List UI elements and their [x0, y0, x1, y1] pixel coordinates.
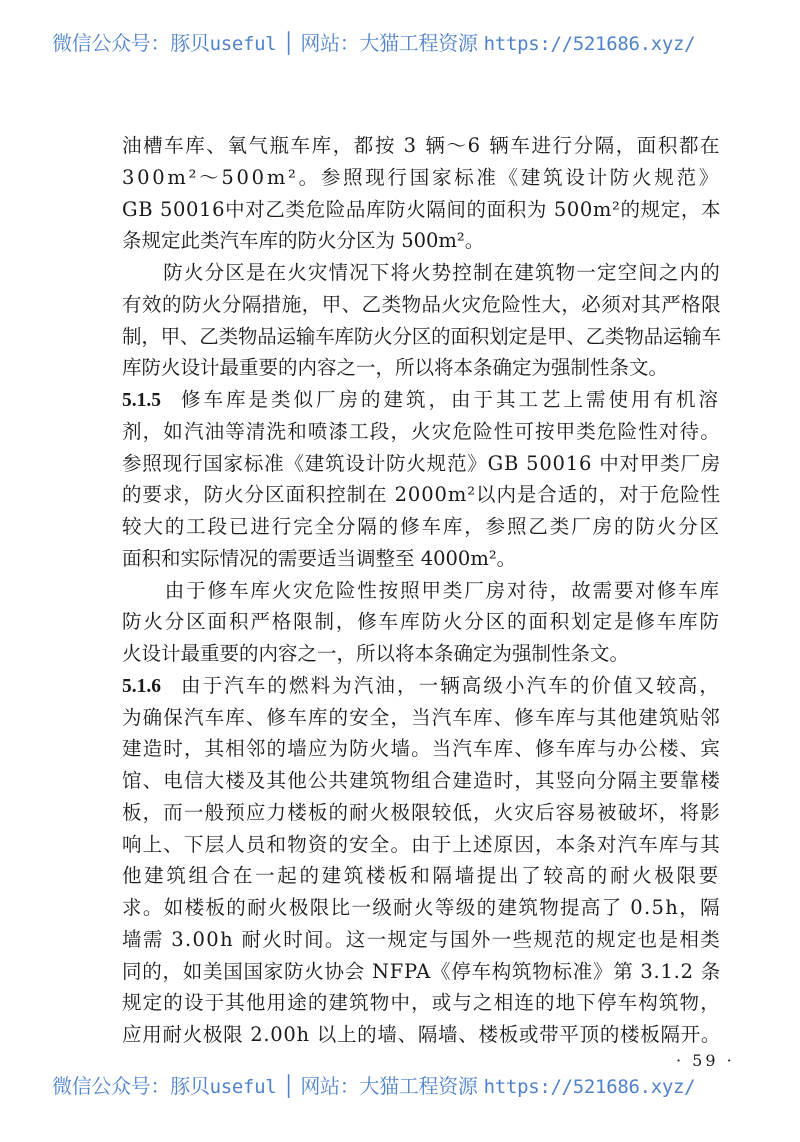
line-text: 响上、下层人员和物资的安全。由于上述原因，本条对汽车库与其 — [122, 832, 721, 856]
line-text: 墙需 3.00h 耐火时间。这一规定与国外一些规范的规定也是相类 — [122, 927, 722, 951]
text-line — [122, 892, 721, 924]
text-line — [122, 638, 721, 670]
watermark-site: 网站：大猫工程资源 — [300, 1074, 484, 1098]
line-text: 由于修车库火灾危险性按照甲类厂房对待，故需要对修车库 — [122, 578, 721, 602]
section-number: 5.1.5 — [122, 390, 161, 411]
watermark-separator: │ — [276, 1074, 301, 1098]
watermark-url: https://521686.xyz/ — [483, 33, 696, 55]
text-line — [122, 606, 721, 638]
section-number: 5.1.6 — [122, 675, 161, 697]
line-text: 防火分区面积严格限制，修车库防火分区的面积划定是修车库防 — [122, 610, 721, 634]
line-text: 火设计最重要的内容之一，所以将本条确定为强制性条文。 — [122, 642, 630, 665]
text-line — [122, 575, 721, 607]
watermark-top — [52, 31, 752, 55]
watermark-site: 网站：大猫工程资源 — [300, 31, 484, 55]
text-line — [122, 130, 721, 162]
text-line — [122, 384, 721, 416]
page-number: · 59 · — [676, 1051, 735, 1070]
line-text: 由于汽车的燃料为汽油，一辆高级小汽车的价值又较高， — [181, 673, 722, 697]
text-line — [122, 987, 721, 1019]
text-line — [122, 956, 721, 988]
text-line — [122, 543, 721, 575]
watermark-account-suffix: useful — [209, 33, 277, 55]
text-line — [122, 511, 721, 543]
text-line — [122, 765, 721, 797]
line-text: 油槽车库、氧气瓶车库，都按 3 辆～6 辆车进行分隔，面积都在 — [122, 134, 722, 157]
line-text: 参照现行国家标准《建筑设计防火规范》GB 50016 中对甲类厂房 — [122, 451, 722, 475]
line-text: 面积和实际情况的需要适当调整至 4000m²。 — [122, 546, 517, 570]
watermark-separator: │ — [276, 31, 301, 55]
text-line — [122, 860, 721, 892]
line-text: 他建筑组合在一起的建筑楼板和隔墙提出了较高的耐火极限要 — [122, 864, 721, 888]
line-text: 条规定此类汽车库的防火分区为 500m²。 — [122, 229, 485, 253]
line-text: 300m²～500m²。参照现行国家标准《建筑设计防火规范》 — [122, 165, 721, 189]
text-line — [122, 162, 721, 194]
text-line — [122, 829, 721, 861]
document-body — [122, 130, 721, 1051]
text-line — [122, 1019, 721, 1051]
line-text: 的要求，防火分区面积控制在 2000m²以内是合适的，对于危险性 — [122, 483, 722, 507]
line-text: 剂，如汽油等清洗和喷漆工段，火灾危险性可按甲类危险性对待。 — [122, 419, 721, 443]
line-text: 较大的工段已进行完全分隔的修车库，参照乙类厂房的防火分区 — [122, 515, 721, 538]
watermark-account: 微信公众号：豚贝 — [52, 31, 210, 55]
text-line — [122, 924, 721, 956]
line-text: 板，而一般预应力楼板的耐火极限较低，火灾后容易被破坏，将影 — [122, 800, 721, 824]
text-line — [122, 797, 721, 829]
line-text: 防火分区是在火灾情况下将火势控制在建筑物一定空间之内的 — [122, 261, 721, 284]
text-line — [122, 352, 721, 384]
line-text: 制，甲、乙类物品运输车库防火分区的面积划定是甲、乙类物品运输车 — [122, 324, 721, 348]
line-text: 同的，如美国国家防火协会 NFPA《停车构筑物标准》第 3.1.2 条 — [122, 959, 721, 983]
watermark-url: https://521686.xyz/ — [483, 1076, 696, 1098]
line-text: 有效的防火分隔措施，甲、乙类物品火灾危险性大，必须对其严格限 — [122, 292, 722, 316]
text-line — [122, 321, 721, 353]
text-line — [122, 479, 721, 511]
watermark-account-suffix: useful — [209, 1076, 277, 1098]
text-line — [122, 733, 721, 765]
line-text: 库防火设计最重要的内容之一，所以将本条确定为强制性条文。 — [122, 356, 669, 380]
line-text: 建造时，其相邻的墙应为防火墙。当汽车库、修车库与办公楼、宾 — [122, 737, 721, 761]
text-line — [122, 257, 721, 289]
watermark-account: 微信公众号：豚贝 — [52, 1074, 210, 1098]
line-text: 馆、电信大楼及其他公共建筑物组合建造时，其竖向分隔主要靠楼 — [122, 769, 721, 792]
text-line — [122, 670, 721, 702]
text-line — [122, 194, 721, 226]
text-line — [122, 702, 721, 734]
text-line — [122, 225, 721, 257]
text-line — [122, 448, 721, 480]
line-text: GB 50016中对乙类危险品库防火隔间的面积为 500m²的规定，本 — [122, 197, 722, 221]
line-text: 为确保汽车库、修车库的安全，当汽车库、修车库与其他建筑贴邻 — [122, 705, 721, 729]
line-text: 修车库是类似厂房的建筑，由于其工艺上需使用有机溶 — [181, 388, 722, 411]
line-text: 求。如楼板的耐火极限比一级耐火等级的建筑物提高了 0.5h，隔 — [122, 896, 721, 919]
line-text: 规定的设于其他用途的建筑物中，或与之相连的地下停车构筑物， — [122, 991, 721, 1015]
watermark-bottom — [52, 1074, 752, 1098]
text-line — [122, 416, 721, 448]
text-line — [122, 289, 721, 321]
line-text: 应用耐火极限 2.00h 以上的墙、隔墙、楼板或带平顶的楼板隔开。 — [122, 1023, 722, 1046]
